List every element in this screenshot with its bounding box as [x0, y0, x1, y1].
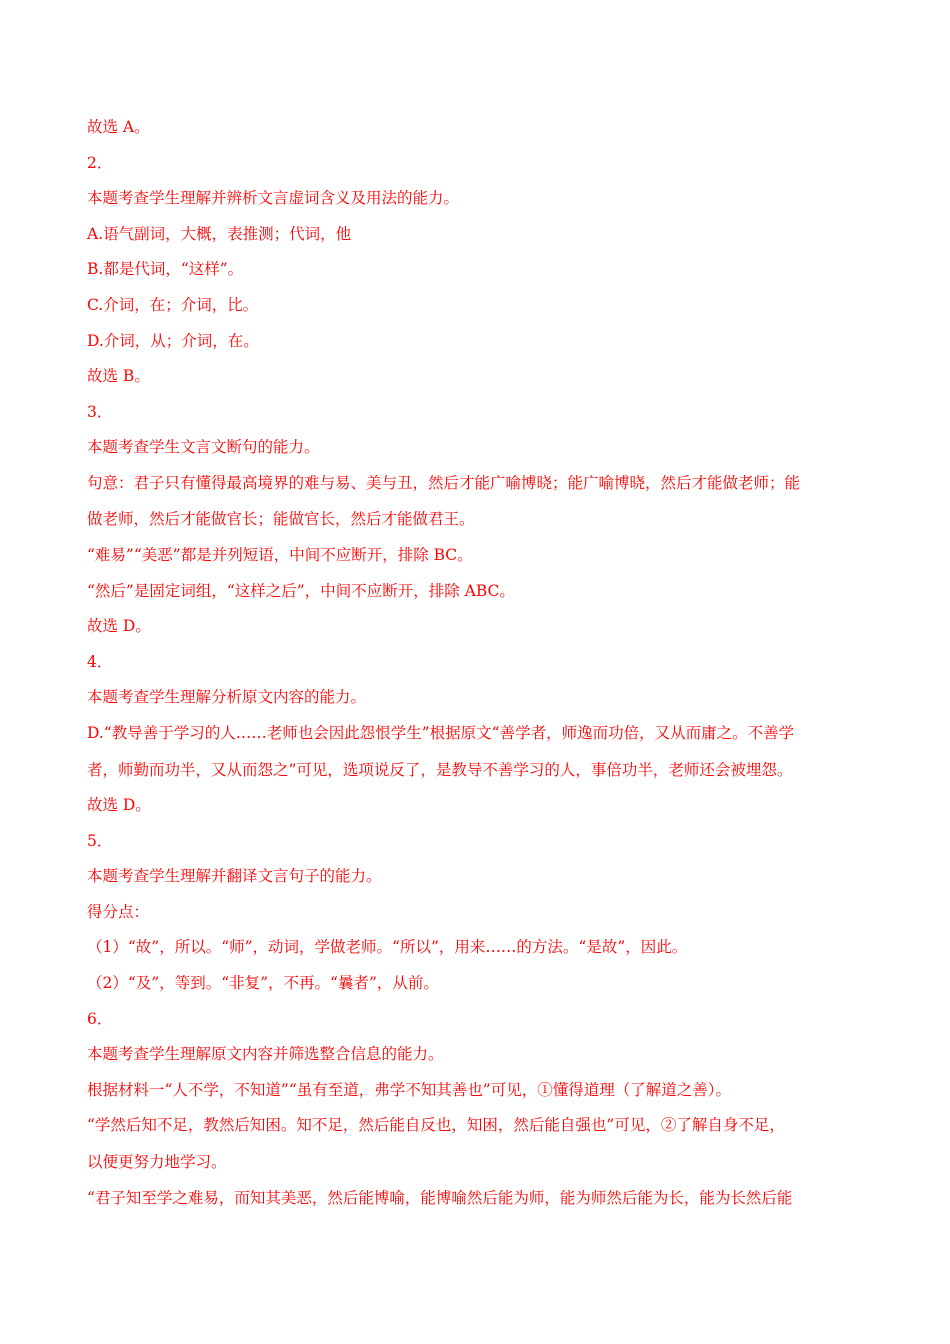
- option-explanation: B.都是代词，“这样”。: [87, 260, 244, 279]
- answer-line: 本题考查学生文言文断句的能力。: [87, 438, 320, 457]
- option-explanation: A.语气副词，大概，表推测；代词，他: [87, 224, 352, 243]
- option-explanation: D.介词，从；介词，在。: [87, 331, 259, 350]
- answer-line: 根据材料一“人不学，不知道”“虽有至道，弗学不知其善也”可见，①懂得道理（了解道之善）。: [87, 1080, 731, 1099]
- answer-line: （2）“及”，等到。“非复”，不再。“曩者”，从前。: [87, 974, 439, 993]
- answer-line: 得分点：: [87, 902, 150, 921]
- answer-line: 本题考查学生理解并翻译文言句子的能力。: [87, 867, 382, 886]
- answer-line: （1）“故”，所以。“师”，动词，学做老师。“所以”，用来……的方法。“是故”，因此。: [87, 938, 688, 957]
- answer-line: 故选 D。: [87, 617, 151, 636]
- answer-line: 本题考查学生理解并辨析文言虚词含义及用法的能力。: [87, 189, 460, 208]
- question-number: 6．: [87, 1009, 113, 1028]
- answer-line: 故选 A。: [87, 118, 150, 136]
- answer-line: 故选 D。: [87, 796, 151, 815]
- answer-line: 以便更努力地学习。: [87, 1152, 227, 1171]
- answer-line: “君子知至学之难易，而知其美恶，然后能博喻，能博喻然后能为师，能为师然后能为长，能为长然后能: [87, 1188, 793, 1207]
- answer-line: 故选 B。: [87, 367, 150, 386]
- answer-line: 者，师勤而功半，又从而怨之”可见，选项说反了，是教导不善学习的人，事倍功半，老师还会被埋怨。: [87, 760, 793, 779]
- question-number: 5．: [87, 831, 113, 850]
- answer-line: “学然后知不足，教然后知困。知不足，然后能自反也，知困，然后能自强也”可见，②了解自身不足，: [87, 1116, 785, 1135]
- answer-line: “然后”是固定词组，“这样之后”，中间不应断开，排除 ABC。: [87, 581, 515, 600]
- answer-line: 本题考查学生理解分析原文内容的能力。: [87, 688, 367, 707]
- option-explanation: C.介词，在；介词，比。: [87, 295, 259, 314]
- question-number: 3．: [87, 402, 113, 421]
- answer-line: 句意：君子只有懂得最高境界的难与易、美与丑，然后才能广喻博晓；能广喻博晓，然后才能做老师；能: [87, 473, 801, 492]
- option-explanation: D.“教导善于学习的人……老师也会因此怨恨学生”根据原文“善学者，师逸而功倍，又从而庸之。不善学: [87, 724, 795, 742]
- question-number: 4．: [87, 652, 113, 671]
- answer-line: 本题考查学生理解原文内容并筛选整合信息的能力。: [87, 1045, 444, 1064]
- answer-explanation-text: [87, 113, 877, 1219]
- question-number: 2．: [87, 153, 113, 172]
- answer-line: 做老师，然后才能做官长；能做官长，然后才能做君王。: [87, 510, 475, 529]
- answer-line: “难易”“美恶”都是并列短语，中间不应断开，排除 BC。: [87, 546, 473, 565]
